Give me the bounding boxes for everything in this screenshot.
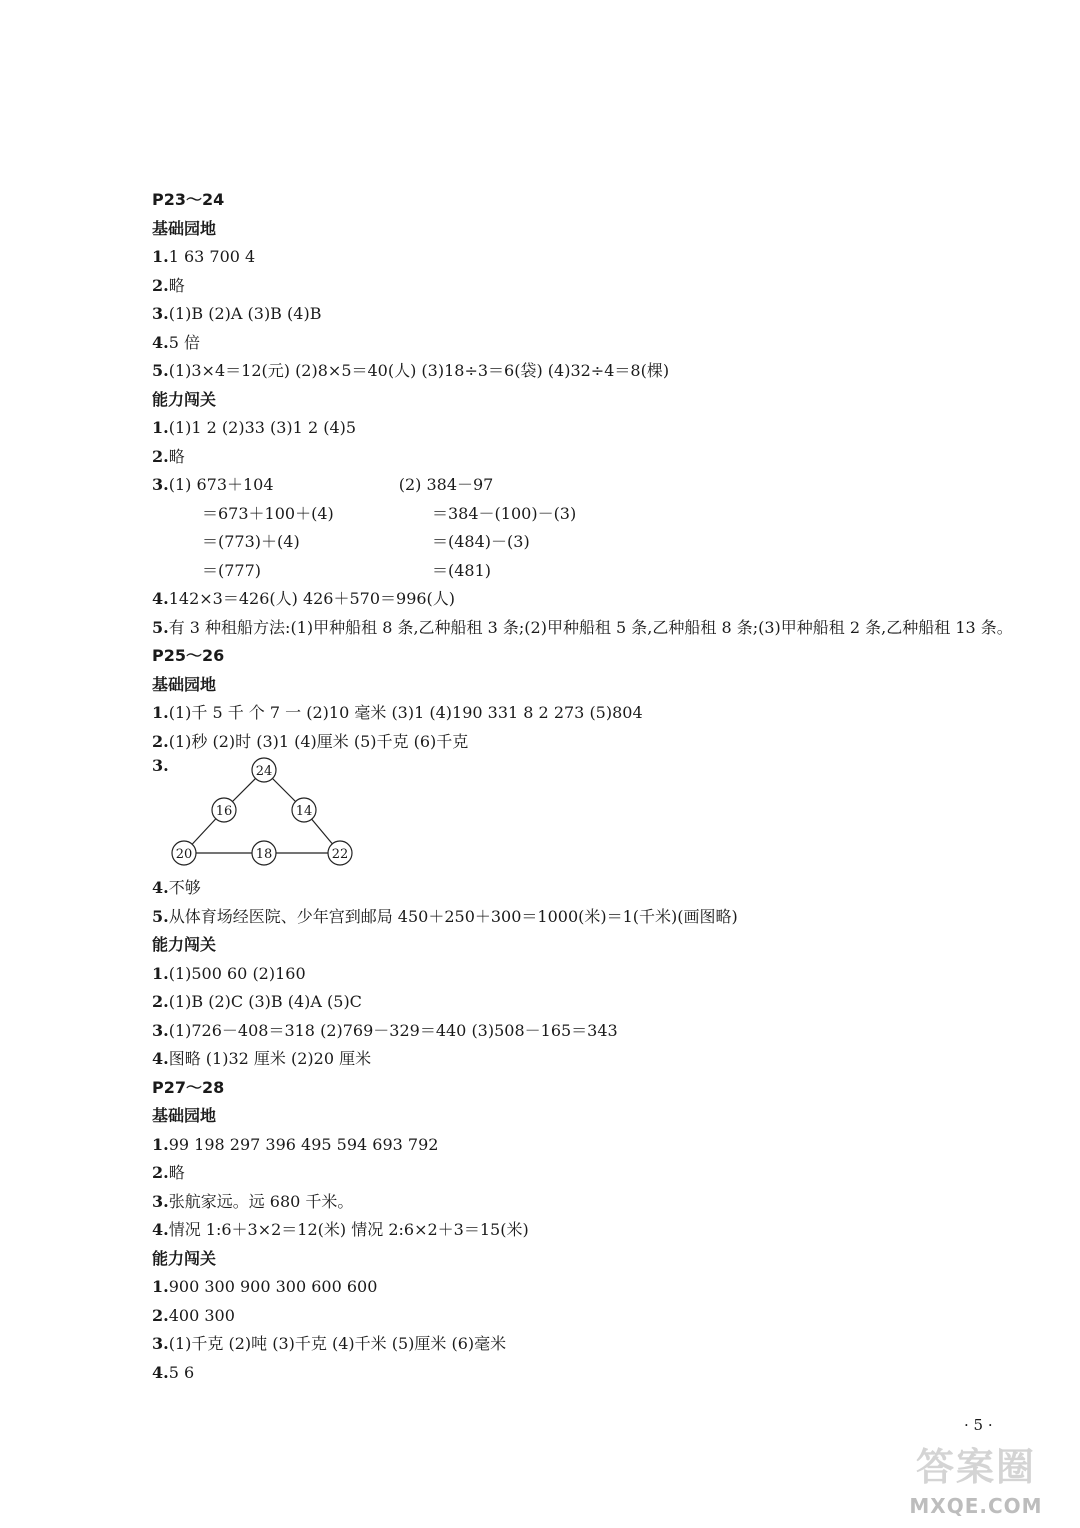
- node-label: 22: [331, 847, 349, 862]
- answer-text: 略: [168, 446, 185, 466]
- item-number: 4.: [152, 878, 169, 897]
- answer-text: 142×3＝426(人) 426＋570＝996(人): [168, 589, 456, 608]
- node-label: 24: [255, 764, 273, 779]
- item-number: 4.: [152, 1049, 169, 1068]
- answer-text: 有 3 种租船方法:(1)甲种船租 8 条,乙种船租 3 条;(2)甲种船租 5 条,乙种船租 8 条;(3)甲种船租 2 条,乙种船租 13 条。: [168, 617, 1013, 637]
- item-number: 1.: [152, 963, 169, 983]
- answer-text: 不够: [168, 878, 201, 897]
- item-number: 3.: [152, 475, 169, 494]
- item-number: 2.: [152, 731, 169, 751]
- answer-item: [152, 1017, 1042, 1046]
- answer-item: [152, 300, 1042, 329]
- item-number: 2.: [152, 275, 169, 295]
- section-title: P23～24: [152, 190, 225, 209]
- answer-item: [152, 243, 1042, 272]
- item-number: 1.: [152, 247, 169, 266]
- subsection-ability: 能力闯关: [152, 1248, 217, 1268]
- item-number: 1.: [152, 1134, 169, 1154]
- item-number: 2.: [152, 1305, 169, 1325]
- answer-item: [152, 414, 1042, 443]
- answer-item: [152, 585, 1042, 614]
- answer-item: [152, 1188, 1042, 1217]
- answer-text: (1)千克 (2)吨 (3)千克 (4)千米 (5)厘米 (6)毫米: [168, 1334, 507, 1353]
- section-title: P25～26: [152, 646, 225, 665]
- item-number: 3.: [152, 1334, 169, 1353]
- item-number: 3.: [152, 1020, 169, 1040]
- calc-row: [152, 471, 1042, 500]
- answer-item: [152, 960, 1042, 989]
- node-label: 16: [215, 804, 233, 819]
- answer-text: 情况 1:6＋3×2＝12(米) 情况 2:6×2＋3＝15(米): [168, 1220, 529, 1239]
- answer-text: (1)秒 (2)时 (3)1 (4)厘米 (5)千克 (6)千克: [168, 731, 469, 751]
- answer-text: 略: [168, 275, 185, 295]
- section-title: P27～28: [152, 1077, 225, 1097]
- watermark-logo: [906, 1436, 1046, 1520]
- item-number: 1.: [152, 1277, 169, 1296]
- answer-text: 400 300: [168, 1305, 235, 1325]
- subsection-ability: 能力闯关: [152, 389, 217, 409]
- answer-text: 5 倍: [168, 332, 200, 352]
- triangle-number-diagram: [166, 756, 376, 870]
- answer-item: [152, 1045, 1042, 1074]
- triangle-diagram: [152, 756, 1042, 874]
- item-number: 4.: [152, 332, 169, 352]
- answer-item: [152, 1216, 1042, 1245]
- calc-right: ＝384－(100)－(3): [432, 503, 577, 523]
- answer-text: 略: [168, 1163, 185, 1182]
- answer-text: 5 6: [168, 1362, 195, 1382]
- calc-left: ＝(773)＋(4): [202, 532, 300, 551]
- calc-left: ＝673＋100＋(4): [202, 503, 334, 523]
- answer-item: [152, 272, 1042, 301]
- answer-item: [152, 1302, 1042, 1331]
- answer-item: [152, 1159, 1042, 1188]
- answer-item: [152, 1273, 1042, 1302]
- item-number: 2.: [152, 1163, 169, 1182]
- answer-text: (1)3×4＝12(元) (2)8×5＝40(人) (3)18÷3＝6(袋) (4)32÷4＝8(棵): [168, 361, 670, 380]
- item-number: 4.: [152, 589, 169, 608]
- answer-text: 张航家远。远 680 千米。: [168, 1191, 354, 1211]
- item-number: 5.: [152, 361, 169, 380]
- node-label: 14: [295, 804, 313, 819]
- answer-item: [152, 728, 1042, 757]
- watermark-site-text: MXQE.COM: [909, 1494, 1043, 1518]
- item-number: 3.: [152, 304, 169, 323]
- subsection-basic: 基础园地: [152, 674, 217, 694]
- answer-page: [152, 186, 1042, 1387]
- item-number: 4.: [152, 1220, 169, 1239]
- item-number: 1.: [152, 703, 169, 722]
- answer-text: 99 198 297 396 495 594 693 792: [168, 1134, 439, 1154]
- node-label: 20: [175, 847, 193, 862]
- answer-text: (1)B (2)A (3)B (4)B: [168, 304, 322, 323]
- calc-right: (2) 384－97: [398, 475, 494, 494]
- calc-row: [152, 500, 1042, 529]
- answer-item: [152, 903, 1042, 932]
- node-label: 18: [255, 847, 273, 862]
- answer-item: [152, 443, 1042, 472]
- answer-text: 1 63 700 4: [168, 247, 256, 266]
- item-number: 2.: [152, 992, 169, 1011]
- subsection-ability: 能力闯关: [152, 935, 217, 954]
- answer-item: [152, 699, 1042, 728]
- answer-text: (1)726－408＝318 (2)769－329＝440 (3)508－165＝343: [168, 1020, 618, 1040]
- calc-left: ＝(777): [202, 560, 262, 580]
- subsection-basic: 基础园地: [152, 1106, 217, 1125]
- calc-right: ＝(484)－(3): [432, 532, 530, 551]
- item-number: 3.: [152, 756, 169, 775]
- answer-item: [152, 614, 1042, 643]
- item-number: 5.: [152, 906, 169, 926]
- answer-item: [152, 988, 1042, 1017]
- answer-text: 从体育场经医院、少年宫到邮局 450＋250＋300＝1000(米)＝1(千米)(画图略): [168, 906, 738, 926]
- answer-item: [152, 357, 1042, 386]
- calc-row: [152, 557, 1042, 586]
- answer-item: [152, 1330, 1042, 1359]
- answer-item: [152, 1131, 1042, 1160]
- item-number: 3.: [152, 1191, 169, 1211]
- calc-row: [152, 528, 1042, 557]
- answer-text: 图略 (1)32 厘米 (2)20 厘米: [168, 1049, 372, 1068]
- answer-text: (1)1 2 (2)33 (3)1 2 (4)5: [168, 418, 357, 437]
- item-number: 2.: [152, 446, 169, 466]
- page-number: · 5 ·: [964, 1416, 993, 1434]
- answer-text: (1)500 60 (2)160: [168, 963, 306, 983]
- item-number: 4.: [152, 1362, 169, 1382]
- answer-text: 900 300 900 300 600 600: [168, 1277, 378, 1296]
- answer-item: [152, 329, 1042, 358]
- answer-item: [152, 874, 1042, 903]
- answer-item: [152, 1359, 1042, 1388]
- item-number: 5.: [152, 617, 169, 637]
- watermark-logo-text: 答案圈: [915, 1445, 1036, 1489]
- calc-left: (1) 673＋104: [168, 475, 274, 494]
- subsection-basic: 基础园地: [152, 218, 217, 238]
- answer-text: (1)B (2)C (3)B (4)A (5)C: [168, 992, 362, 1011]
- calc-right: ＝(481): [432, 560, 492, 580]
- answer-text: (1)千 5 千 个 7 一 (2)10 毫米 (3)1 (4)190 331 8 2 273 (5)804: [168, 703, 643, 722]
- item-number: 1.: [152, 418, 169, 437]
